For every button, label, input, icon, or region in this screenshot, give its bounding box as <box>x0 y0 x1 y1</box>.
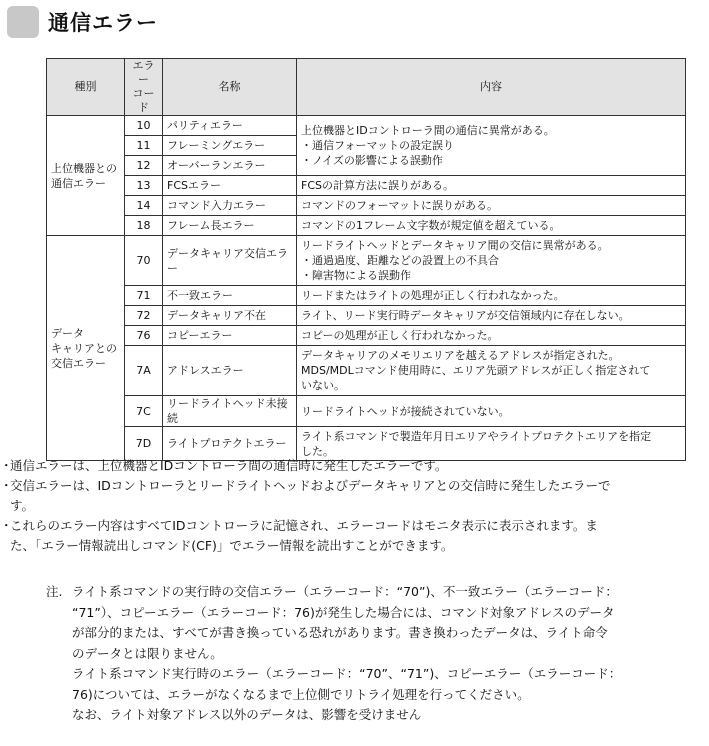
content-line: ・障害物による誤動作 <box>301 269 411 282</box>
content-line: リードライトヘッドとデータキャリア間の交信に異常がある。 <box>301 239 609 252</box>
note-label: 注. <box>46 584 63 599</box>
note-line: ライト系コマンドの実行時の交信エラー（エラーコード：“70”)、不一致エラー（エラーコード： <box>72 584 618 599</box>
code-cell: 76 <box>125 326 163 346</box>
name-cell: データキャリア交信エラー <box>163 236 297 286</box>
category-line: 上位機器との <box>51 161 117 175</box>
category-line: データ <box>51 326 84 340</box>
note-line: “71”）、コピーエラー（エラーコード：76)が発生した場合には、コマンド対象アドレスのデータ <box>72 604 615 620</box>
bullet-line: 交信エラーは、IDコントローラとリードライトヘッドおよびデータキャリアとの交信時に発生したエラーで <box>10 478 611 493</box>
table-row <box>47 326 686 346</box>
table-row <box>47 216 686 236</box>
note-line: ライト系コマンド実行時のエラー（エラーコード：“70”、“71”)、コピーエラー（エラーコード： <box>72 666 622 681</box>
name-cell: コピーエラー <box>163 326 297 346</box>
list-item <box>0 456 709 476</box>
table-header-row <box>47 59 686 116</box>
table-row <box>47 196 686 216</box>
content-line: いない。 <box>301 379 345 392</box>
code-cell: 71 <box>125 286 163 306</box>
code-cell: 11 <box>125 136 163 156</box>
content-cell: コピーの処理が正しく行われなかった。 <box>297 326 686 346</box>
code-cell: 14 <box>125 196 163 216</box>
code-cell: 7A <box>125 346 163 396</box>
name-cell: データキャリア不在 <box>163 306 297 326</box>
code-cell: 7D <box>125 427 163 461</box>
note-line: 76)については、エラーがなくなるまで上位側でリトライ処理を行ってください。 <box>72 686 530 702</box>
table-row <box>47 286 686 306</box>
table-row <box>47 346 686 396</box>
category-cell <box>47 116 125 236</box>
note-block <box>46 582 696 726</box>
header-code-line: エラー <box>132 59 155 86</box>
content-line: ・通信フォーマットの設定誤り <box>301 139 455 152</box>
content-cell: ライト、リード実行時データキャリアが交信領域内に存在しない。 <box>297 306 686 326</box>
name-cell: パリティエラー <box>163 116 297 136</box>
table-row <box>47 236 686 286</box>
header-type: 種別 <box>47 59 125 116</box>
bullet-line: 通信エラーは、上位機器とIDコントローラ間の通信時に発生したエラーです。 <box>10 458 448 473</box>
code-cell: 10 <box>125 116 163 136</box>
content-line: ライト系コマンドで製造年月日エリアやライトプロテクトエリアを指定 <box>301 429 652 443</box>
page-header <box>7 5 158 39</box>
content-cell <box>297 116 686 176</box>
content-cell: コマンドの1フレーム文字数が規定値を超えている。 <box>297 216 686 236</box>
error-table <box>46 58 686 461</box>
note-line: のデータとは限りません。 <box>72 645 223 661</box>
code-cell: 7C <box>125 396 163 427</box>
content-line: ・通過過度、距離などの設置上の不具合 <box>301 254 499 267</box>
name-cell: 不一致エラー <box>163 286 297 306</box>
category-line: 通信エラー <box>51 176 106 190</box>
code-cell: 70 <box>125 236 163 286</box>
name-cell: フレーミングエラー <box>163 136 297 156</box>
content-line: 上位機器とIDコントローラ間の通信に異常がある。 <box>301 124 555 137</box>
name-cell: FCSエラー <box>163 176 297 196</box>
table-row <box>47 396 686 427</box>
category-cell <box>47 236 125 461</box>
code-cell: 18 <box>125 216 163 236</box>
content-line: MDS/MDLコマンド使用時に、エリア先頭アドレスが正しく指定されて <box>301 364 651 377</box>
header-code-line: コード <box>132 87 155 114</box>
bullet-mark: ・ <box>0 518 13 533</box>
bullet-mark: ・ <box>0 458 13 473</box>
list-item <box>0 476 709 516</box>
content-cell: リードまたはライトの処理が正しく行われなかった。 <box>297 286 686 306</box>
name-cell: ライトプロテクトエラー <box>163 427 297 461</box>
list-item <box>0 516 709 556</box>
table-row <box>47 176 686 196</box>
name-cell: コマンド入力エラー <box>163 196 297 216</box>
code-cell: 72 <box>125 306 163 326</box>
bullet-text <box>10 456 690 476</box>
name-cell: アドレスエラー <box>163 346 297 396</box>
category-line: 交信エラー <box>51 356 106 370</box>
header-content: 内容 <box>297 59 686 116</box>
content-line: した。 <box>301 444 334 458</box>
page-title: 通信エラー <box>48 11 158 35</box>
table-row <box>47 306 686 326</box>
note-line: なお、ライト対象アドレス以外のデータは、影響を受けません <box>72 707 422 722</box>
content-line: データキャリアのメモリエリアを越えるアドレスが指定された。 <box>301 349 620 362</box>
content-cell <box>297 236 686 286</box>
note-line: が部分的または、すべてが書き換っている恐れがあります。書き換わったデータは、ライト命令 <box>72 625 608 640</box>
bullet-text <box>10 476 690 516</box>
bullet-text <box>10 516 690 556</box>
bullet-line: た、「エラー情報読出しコマンド(CF)」でエラー情報を読出すことができます。 <box>10 538 454 553</box>
header-code <box>125 59 163 116</box>
header-name: 名称 <box>163 59 297 116</box>
bullet-line: これらのエラー内容はすべてIDコントローラに記憶され、エラーコードはモニタ表示に表示されます。ま <box>10 518 598 533</box>
section-marker-icon <box>7 6 39 38</box>
category-line: キャリアとの <box>51 341 117 355</box>
table-row <box>47 116 686 136</box>
bullet-line: す。 <box>10 498 35 513</box>
note-body <box>72 582 692 726</box>
content-cell: リードライトヘッドが接続されていない。 <box>297 396 686 427</box>
name-cell: オーバーランエラー <box>163 156 297 176</box>
code-cell: 13 <box>125 176 163 196</box>
code-cell: 12 <box>125 156 163 176</box>
content-cell: FCSの計算方法に誤りがある。 <box>297 176 686 196</box>
bullet-mark: ・ <box>0 478 13 493</box>
name-cell: リードライトヘッド未接続 <box>163 396 297 427</box>
content-cell <box>297 346 686 396</box>
bullet-list <box>0 456 709 556</box>
content-cell: コマンドのフォーマットに誤りがある。 <box>297 196 686 216</box>
name-cell: フレーム長エラー <box>163 216 297 236</box>
content-line: ・ノイズの影響による誤動作 <box>301 154 443 167</box>
